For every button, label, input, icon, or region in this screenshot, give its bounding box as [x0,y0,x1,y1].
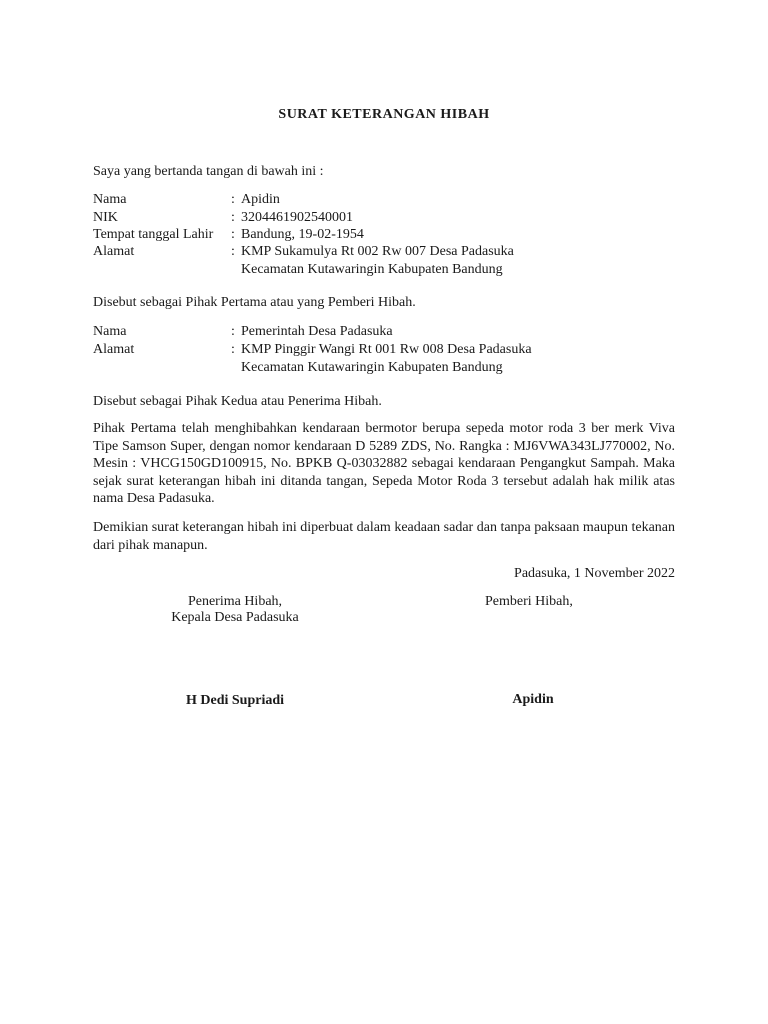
first-party-name-value: Apidin [241,192,280,207]
first-party-address-label: Alamat [93,244,135,259]
colon: : [231,192,235,207]
document-title: SURAT KETERANGAN HIBAH [278,107,490,122]
second-party-address-label: Alamat [93,342,135,357]
first-party-name-label: Nama [93,192,127,207]
place-date: Padasuka, 1 November 2022 [514,566,675,581]
first-party-birth-label: Tempat tanggal Lahir [93,227,214,242]
second-party-name-value: Pemerintah Desa Padasuka [241,324,393,339]
second-party-address-line1: KMP Pinggir Wangi Rt 001 Rw 008 Desa Padasuka [241,342,532,357]
closing-paragraph: Demikian surat keterangan hibah ini diperbuat dalam keadaan sadar dan tanpa paksaan maupun tekanan dari pihak manapun. [93,520,675,553]
body-paragraph: Pihak Pertama telah menghibahkan kendaraan bermotor berupa sepeda motor roda 3 ber merk Viva Tipe Samson Super, dengan nomor kendaraan D 5289 ZDS, No. Rangka : MJ6VWA343LJ770002, No. Mesin : VHCG150GD100915, No. BPKB Q-03032882 sebagai kendaraan Pengangkut Sampah. Maka sejak surat keterangan hibah ini ditanda tangan, Sepeda Motor Roda 3 tersebut adalah hak milik atas nama Desa Padasuka. [93,421,675,506]
second-party-note: Disebut sebagai Pihak Kedua atau Penerima Hibah. [93,394,382,409]
first-party-address-line1: KMP Sukamulya Rt 002 Rw 007 Desa Padasuka [241,244,514,259]
receiver-role: Penerima Hibah, [187,594,283,609]
giver-signature-name: Apidin [512,692,554,707]
second-party-address-line2: Kecamatan Kutawaringin Kabupaten Bandung [241,360,503,375]
receiver-signature-name: H Dedi Supriadi [185,693,285,708]
first-party-nik-value: 3204461902540001 [241,210,353,225]
colon: : [231,227,235,242]
second-party-name-label: Nama [93,324,127,339]
receiver-title: Kepala Desa Padasuka [171,610,299,625]
first-party-birth-value: Bandung, 19-02-1954 [241,227,364,242]
intro-text: Saya yang bertanda tangan di bawah ini : [93,164,324,179]
colon: : [231,324,235,339]
colon: : [231,210,235,225]
colon: : [231,342,235,357]
giver-role: Pemberi Hibah, [485,594,573,609]
first-party-address-line2: Kecamatan Kutawaringin Kabupaten Bandung [241,262,503,277]
first-party-nik-label: NIK [93,210,118,225]
colon: : [231,244,235,259]
first-party-note: Disebut sebagai Pihak Pertama atau yang Pemberi Hibah. [93,295,416,310]
